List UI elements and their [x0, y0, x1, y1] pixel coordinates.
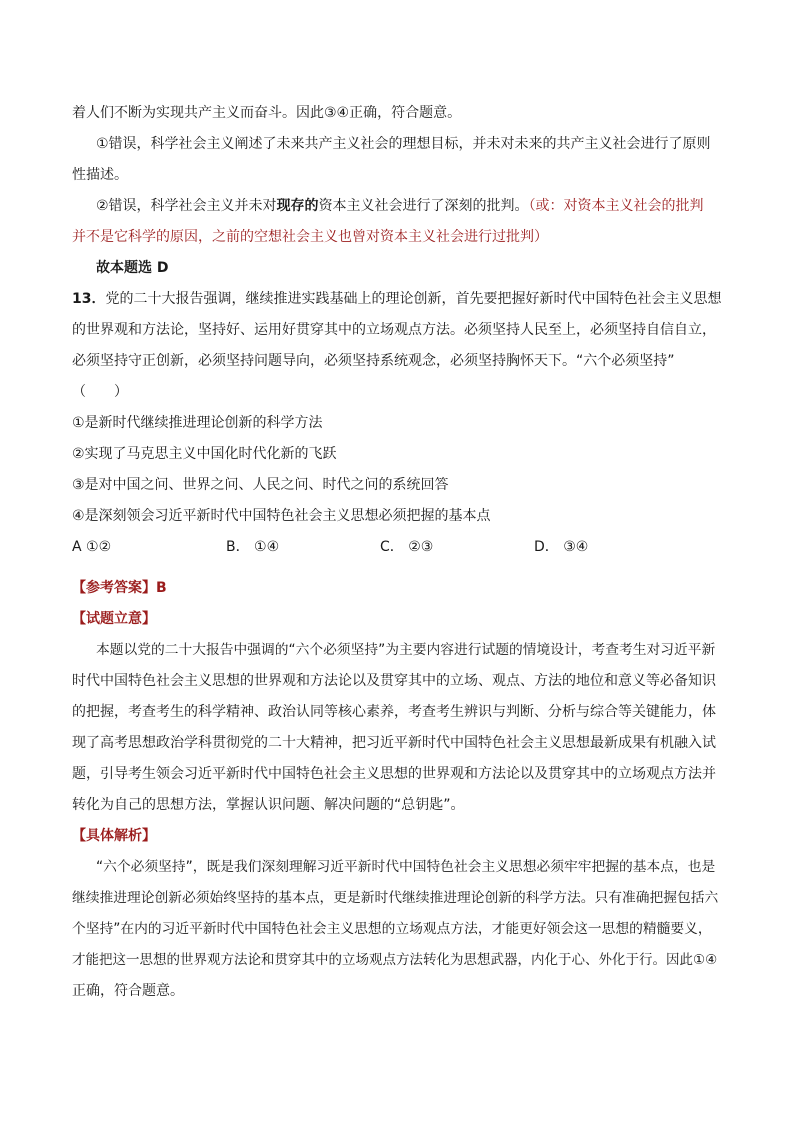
q13-item-1: ①是新时代继续推进理论创新的科学方法 [72, 415, 323, 431]
error2-line1 [96, 196, 704, 216]
prev-answer: 故本题选 D [96, 260, 169, 276]
q13-stem-line2: 的世界观和方法论，坚持好、运用好贯穿其中的立场观点方法。必须坚持人民至上，必须坚持自信自立， [72, 322, 716, 338]
choice-c: C． ②③ [380, 539, 434, 555]
q13-item-4: ④是深刻领会习近平新时代中国特色社会主义思想必须把握的基本点 [72, 508, 491, 524]
analysis-line-2: 继续推进理论创新必须始终坚持的基本点，更是新时代继续推进理论创新的科学方法。只有准确把握包括六 [72, 890, 719, 906]
analysis-line-1: “六个必须坚持”，既是我们深刻理解习近平新时代中国特色社会主义思想必须牢牢把握的基本点，也是 [96, 859, 716, 875]
prev-conclusion: 着人们不断为实现共产主义而奋斗。因此③④正确，符合题意。 [72, 105, 462, 121]
q13-item-3: ③是对中国之问、世界之问、人民之问、时代之问的系统回答 [72, 477, 449, 493]
choice-d: D． ③④ [534, 539, 589, 555]
q13-stem-a: 党的二十大报告强调，继续推进实践基础上的理论创新，首先要把握好新时代中国特色社会主义思想 [105, 291, 722, 307]
error2-red-b: 并不是它科学的原因，之前的空想社会主义也曾对资本主义社会进行过批判） [72, 229, 548, 245]
intent-line-1: 本题以党的二十大报告中强调的“六个必须坚持”为主要内容进行试题的情境设计，考查考生对习近平新 [96, 642, 716, 658]
error1-line2: 性描述。 [72, 167, 128, 183]
choice-a: A ①② [72, 539, 112, 555]
error1-line1: ①错误，科学社会主义阐述了未来共产主义社会的理想目标，并未对未来的共产主义社会进行了原则 [96, 136, 711, 152]
analysis-line-4: 才能把这一思想的世界观方法论和贯穿其中的立场观点方法转化为思想武器，内化于心、外化于行。因此①④ [72, 952, 718, 968]
q13-stem-line3: 必须坚持守正创新，必须坚持问题导向，必须坚持系统观念，必须坚持胸怀天下。“六个必须坚持” [72, 353, 675, 369]
analysis-line-5: 正确，符合题意。 [72, 983, 184, 999]
intent-line-4: 现了高考思想政治学科贯彻党的二十大精神，把习近平新时代中国特色社会主义思想最新成果有机融入试 [72, 735, 716, 751]
q13-paren: （ ） [72, 384, 128, 400]
intent-heading: 【试题立意】 [72, 611, 156, 627]
analysis-line-3: 个坚持”在内的习近平新时代中国特色社会主义思想的立场观点方法，才能更好领会这一思想的精髓要义， [72, 921, 712, 937]
intent-line-2: 时代中国特色社会主义思想的世界观和方法论以及贯穿其中的立场、观点、方法的地位和意义等必备知识 [72, 673, 716, 689]
error2-post: 资本主义社会进行了深刻的批判。 [318, 198, 529, 214]
intent-line-3: 的把握，考查考生的科学精神、政治认同等核心素养，考查考生辨识与判断、分析与综合等关键能力，体 [72, 704, 716, 720]
reference-answer: 【参考答案】B [72, 580, 167, 596]
error2-red-a: （或：对资本主义社会的批判 [528, 198, 704, 214]
choice-b: B． ①④ [226, 539, 280, 555]
intent-line-6: 转化为自己的思想方法，掌握认识问题、解决问题的“总钥匙”。 [72, 797, 465, 813]
intent-line-5: 题，引导考生领会习近平新时代中国特色社会主义思想的世界观和方法论以及贯穿其中的立场观点方法并 [72, 766, 716, 782]
q13-number: 13． [72, 291, 106, 307]
q13-item-2: ②实现了马克思主义中国化时代化新的飞跃 [72, 446, 337, 462]
error2-bold: 现存的 [276, 198, 319, 214]
q13-stem-line1 [72, 289, 721, 309]
analysis-heading: 【具体解析】 [72, 828, 156, 844]
error2-pre: ②错误，科学社会主义并未对 [96, 198, 277, 214]
